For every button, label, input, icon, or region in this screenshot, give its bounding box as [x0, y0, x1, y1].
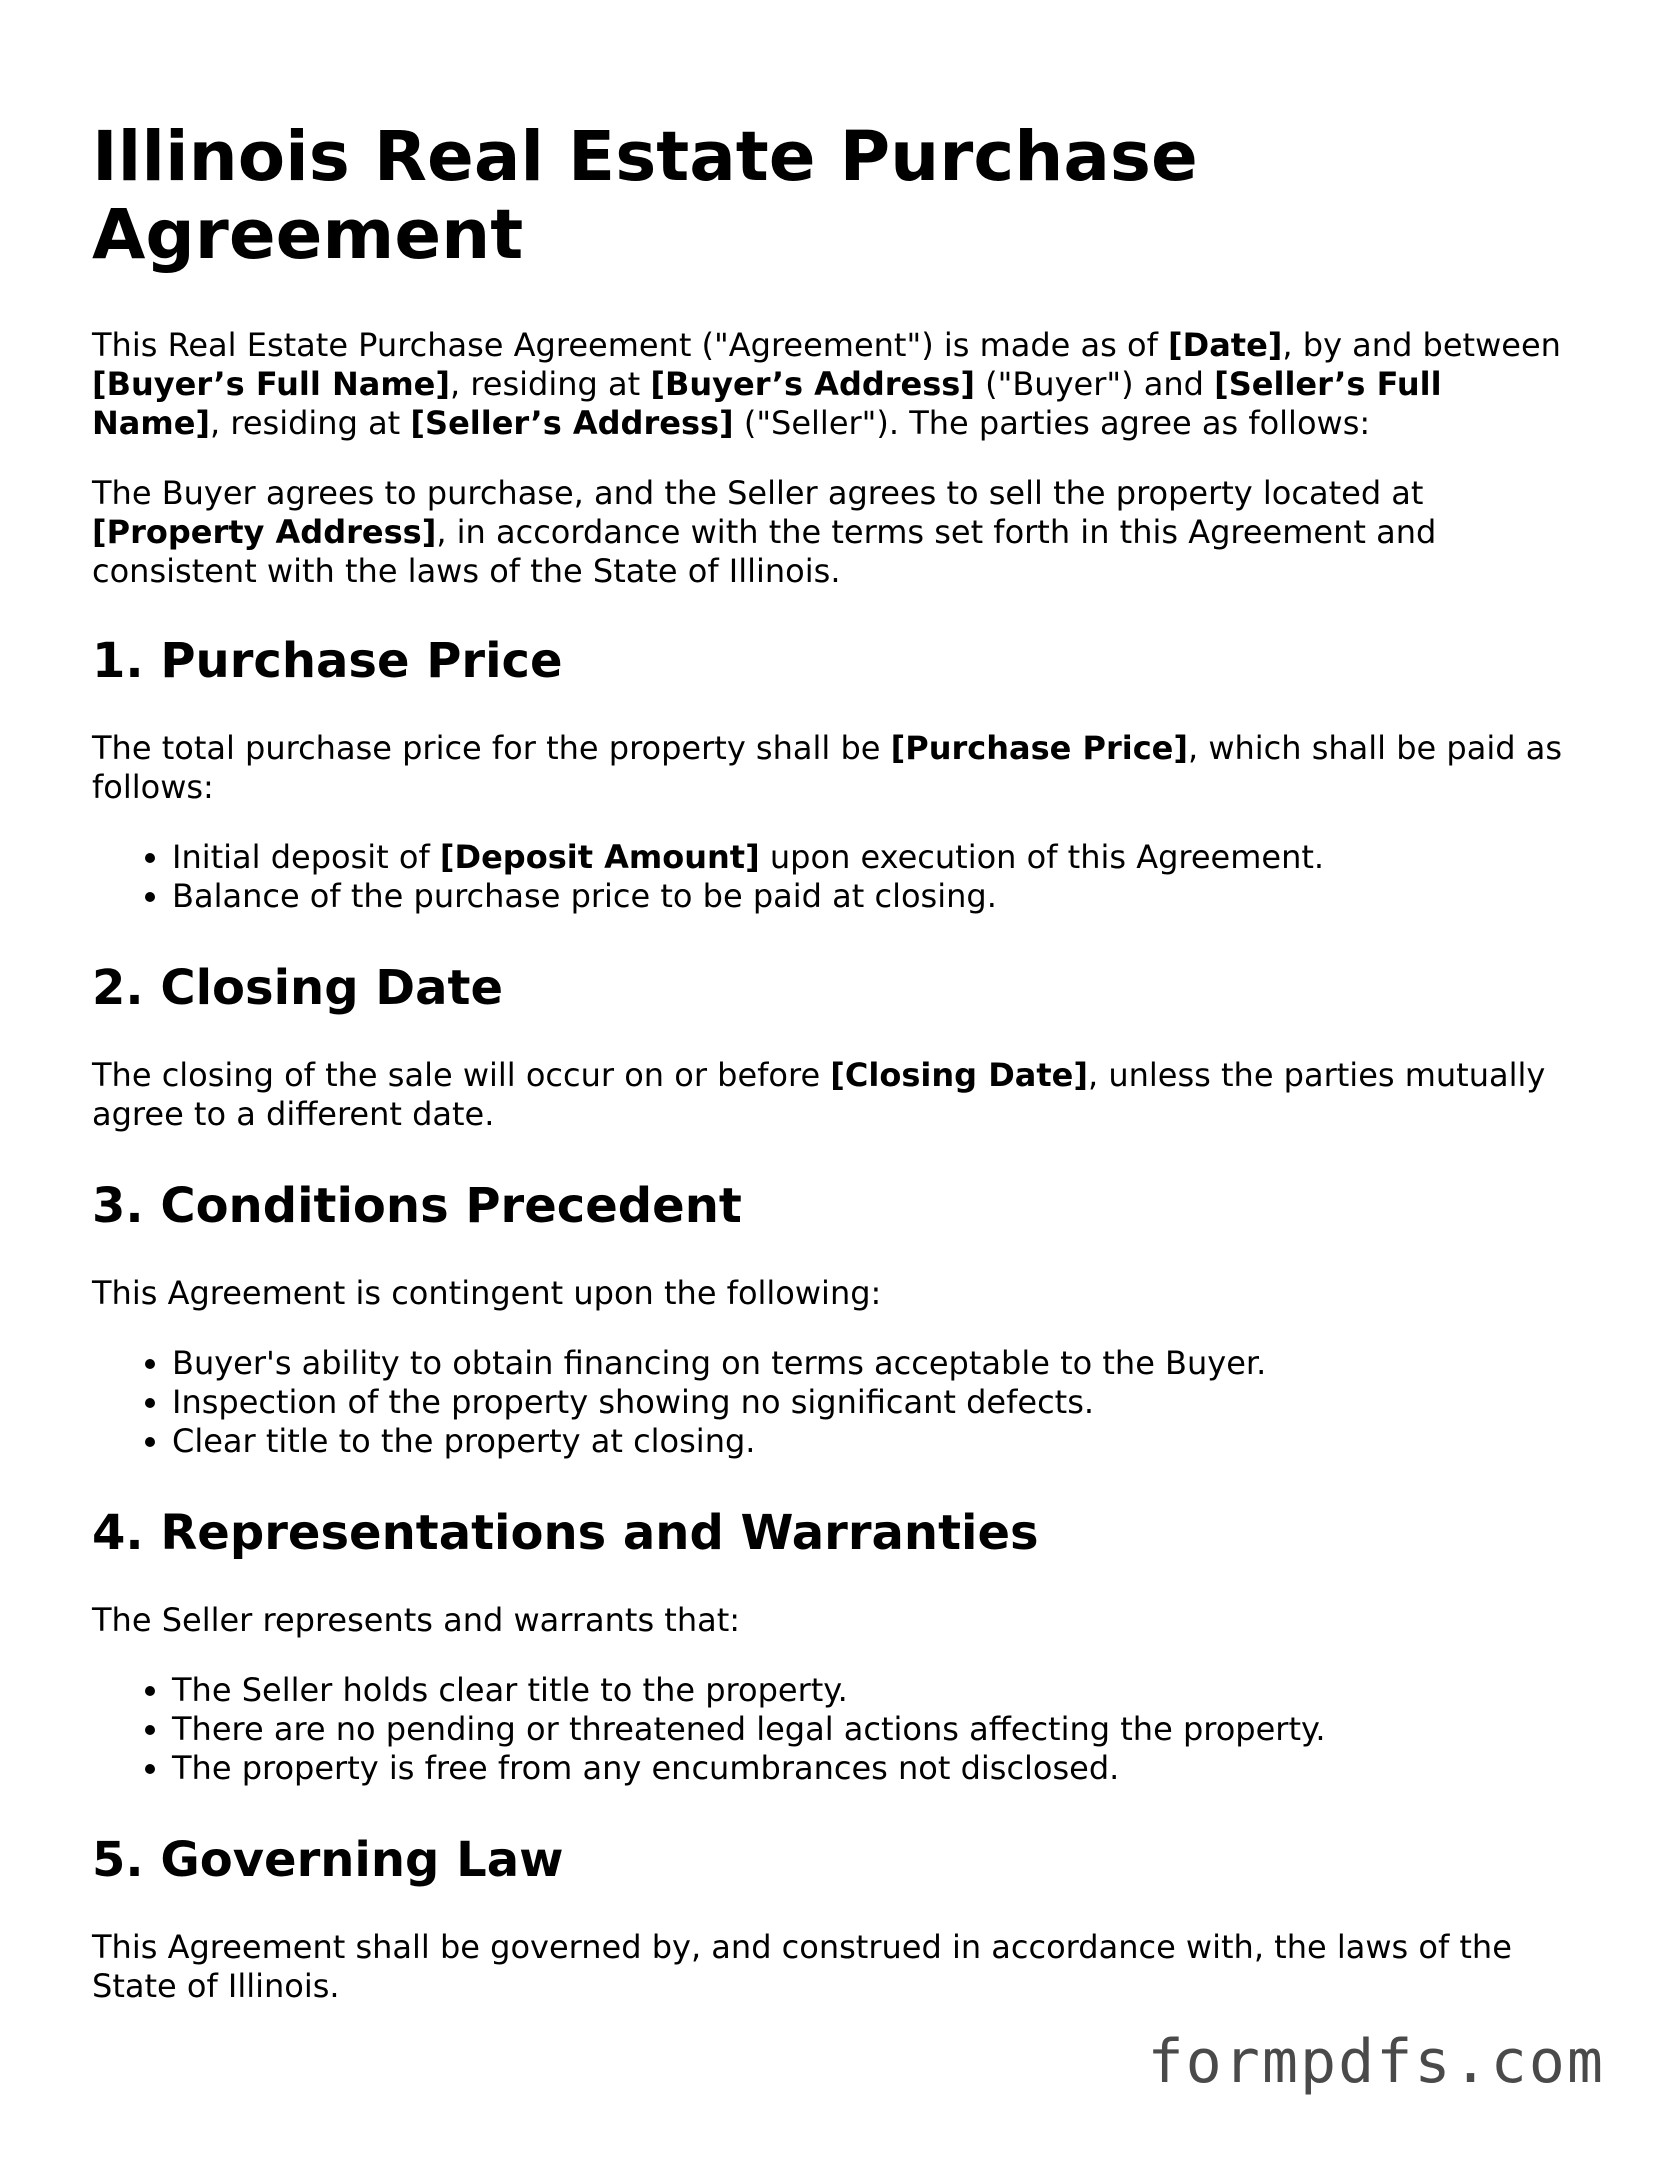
payment-terms-list: [92, 838, 1572, 916]
purchase-price-text-2: , which shall be paid as follows:: [92, 729, 1562, 806]
intro-paragraph: [92, 326, 1572, 443]
purchase-clause-paragraph: [92, 474, 1572, 591]
document-page: [92, 118, 1572, 2037]
intro-text-4: ("Buyer") and: [974, 365, 1215, 403]
list-item: • The Seller holds clear title to the property.: [172, 1671, 1572, 1710]
list-item: • There are no pending or threatened legal actions affecting the property.: [172, 1710, 1572, 1749]
watermark: formpdfs.com: [1147, 2027, 1605, 2097]
closing-date-text-2: , unless the parties mutually agree to a different date.: [92, 1056, 1546, 1133]
deposit-amount-placeholder: [Deposit Amount]: [439, 838, 760, 876]
section-heading-purchase-price: 1. Purchase Price: [92, 633, 563, 689]
deposit-text-1: Initial deposit of: [172, 838, 440, 876]
warranties-list: [92, 1671, 1572, 1788]
conditions-paragraph: This Agreement is contingent upon the following:: [92, 1274, 882, 1312]
buyer-name-placeholder: [Buyer’s Full Name]: [92, 365, 450, 403]
intro-text-1: This Real Estate Purchase Agreement ("Agreement") is made as of: [92, 326, 1168, 364]
section-heading-representations-warranties: 4. Representations and Warranties: [92, 1505, 1039, 1561]
deposit-text-2: upon execution of this Agreement.: [759, 838, 1325, 876]
seller-name-placeholder: [Seller’s Full Name]: [92, 365, 1442, 442]
list-item: • The property is free from any encumbrances not disclosed.: [172, 1749, 1572, 1788]
section-heading-governing-law: 5. Governing Law: [92, 1832, 564, 1888]
section-heading-closing-date: 2. Closing Date: [92, 960, 503, 1016]
list-item: • Balance of the purchase price to be paid at closing.: [172, 877, 1572, 916]
purchase-price-paragraph: [92, 729, 1572, 807]
document-title: Illinois Real Estate Purchase Agreement: [92, 117, 1198, 275]
list-item: • Inspection of the property showing no significant defects.: [172, 1383, 1572, 1422]
governing-law-paragraph: This Agreement shall be governed by, and construed in accordance with, the laws of the State of Illinois.: [92, 1928, 1512, 2005]
buyer-address-placeholder: [Buyer’s Address]: [650, 365, 975, 403]
property-address-placeholder: [Property Address]: [92, 513, 437, 551]
list-item: • Clear title to the property at closing.: [172, 1422, 1572, 1461]
seller-address-placeholder: [Seller’s Address]: [410, 404, 734, 442]
intro-text-3: , residing at: [450, 365, 651, 403]
closing-date-text-1: The closing of the sale will occur on or before: [92, 1056, 831, 1094]
section-heading-conditions-precedent: 3. Conditions Precedent: [92, 1178, 742, 1234]
purchase-clause-text-2: , in accordance with the terms set forth in this Agreement and consistent with the laws of the State of Illinois.: [92, 513, 1437, 590]
list-item: • Buyer's ability to obtain financing on terms acceptable to the Buyer.: [172, 1344, 1572, 1383]
intro-text-2: , by and between: [1282, 326, 1561, 364]
closing-date-paragraph: [92, 1056, 1572, 1134]
conditions-list: [92, 1344, 1572, 1461]
intro-text-6: ("Seller"). The parties agree as follows:: [733, 404, 1371, 442]
date-placeholder: [Date]: [1168, 326, 1283, 364]
list-item: [172, 838, 1572, 877]
intro-text-5: , residing at: [210, 404, 411, 442]
purchase-price-text-1: The total purchase price for the property shall be: [92, 729, 891, 767]
purchase-clause-text-1: The Buyer agrees to purchase, and the Seller agrees to sell the property located at: [92, 474, 1424, 512]
closing-date-placeholder: [Closing Date]: [830, 1056, 1088, 1094]
warranties-paragraph: The Seller represents and warrants that:: [92, 1601, 741, 1639]
purchase-price-placeholder: [Purchase Price]: [890, 729, 1188, 767]
